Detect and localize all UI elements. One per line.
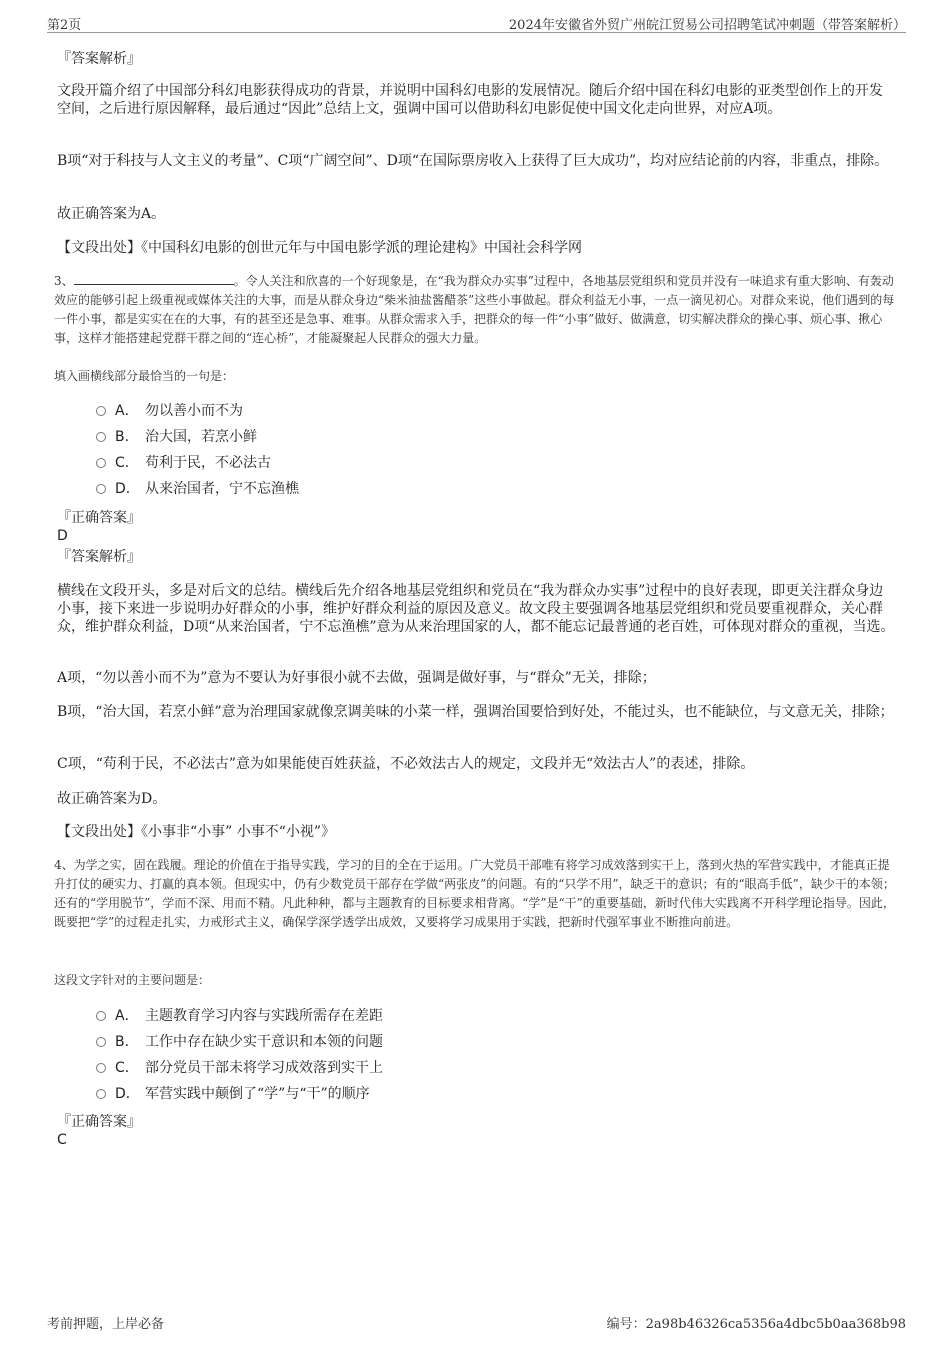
radio-icon[interactable] <box>96 1037 106 1047</box>
q3-analysis-option-c: C项，“苟利于民，不必法古”意为如果能使百姓获益，不必效法古人的规定，文段并无“效法古人”的表述，排除。 <box>57 756 755 772</box>
radio-icon[interactable] <box>96 1011 106 1021</box>
radio-icon[interactable] <box>96 458 106 468</box>
document-title: 2024年安徽省外贸广州皖江贸易公司招聘笔试冲刺题（带答案解析） <box>508 18 906 33</box>
q3-number: 3、 <box>54 274 74 288</box>
q3-option-d[interactable]: D． 从来治国者，宁不忘渔樵 <box>96 480 299 498</box>
radio-icon[interactable] <box>96 484 106 494</box>
q3-correct-label: 『正确答案』 <box>57 510 141 526</box>
q4-option-c[interactable]: C． 部分党员干部未将学习成效落到实干上 <box>96 1059 383 1077</box>
page-number: 第2页 <box>47 18 82 33</box>
q3-question: 填入画横线部分最恰当的一句是： <box>54 369 235 383</box>
page-header <box>47 12 906 33</box>
q4-question: 这段文字针对的主要问题是： <box>54 973 211 987</box>
q3-option-a[interactable]: A． 勿以善小而不为 <box>96 402 243 420</box>
q2-analysis-label: 『答案解析』 <box>57 51 141 67</box>
q4-option-d[interactable]: D． 军营实践中颠倒了“学”与“干”的顺序 <box>96 1085 370 1103</box>
q3-analysis-para1: 横线在文段开头，多是对后文的总结。横线后先介绍各地基层党组织和党员在“我为群众办实事”过程中的良好表现，即更关注群众身边小事，接下来进一步说明办好群众的小事，维护好群众利益的原因及意义。故文段主要强调各地基层党组织和党员要重视群众，关心群众，维护群众利益，D项“从来治国者，宁不忘渔樵”意为从来治理国家的人，都不能忘记最普通的老百姓，可体现对群众的重视，当选。 <box>57 583 895 635</box>
q3-source: 【文段出处】《小事非“小事” 小事不“小视”》 <box>57 824 336 840</box>
q2-analysis-para2: B项“对于科技与人文主义的考量”、C项“广阔空间”、D项“在国际票房收入上获得了巨大成功”，均对应结论前的内容，非重点，排除。 <box>57 153 889 169</box>
q4-option-a[interactable]: A． 主题教育学习内容与实践所需存在差距 <box>96 1007 383 1025</box>
q3-stem-text: 。令人关注和欣喜的一个好现象是，在“我为群众办实事”过程中，各地基层党组织和党员并没有一味追求有重大影响、有轰动效应的能够引起上级重视或媒体关注的大事，而是从群众身边“柴米油盐酱醋茶”这些小事做起。群众利益无小事，一点一滴见初心。对群众来说，他们遇到的每一件小事，都是实实在在的大事，有的甚至还是急事、难事。从群众需求入手，把群众的每一件“小事”做好、做满意，切实解决群众的操心事、烦心事、揪心事，这样才能搭建起党群干群之间的“连心桥”，才能凝聚起人民群众的强大力量。 <box>54 274 895 345</box>
radio-icon[interactable] <box>96 1089 106 1099</box>
q2-analysis-para1: 文段开篇介绍了中国部分科幻电影获得成功的背景，并说明中国科幻电影的发展情况。随后介绍中国在科幻电影的亚类型创作上的开发空间，之后进行原因解释，最后通过“因此”总结上文，强调中国可以借助科幻电影促使中国文化走向世界，对应A项。 <box>57 83 883 117</box>
q2-conclusion: 故正确答案为A。 <box>57 206 166 222</box>
radio-icon[interactable] <box>96 1063 106 1073</box>
q4-correct-answer: C <box>57 1132 67 1148</box>
q4-correct-label: 『正确答案』 <box>57 1114 141 1130</box>
q3-fill-blank <box>74 272 234 285</box>
footer-slogan: 考前押题，上岸必备 <box>47 1317 165 1332</box>
q3-analysis-option-a: A项，“勿以善小而不为”意为不要认为好事很小就不去做，强调是做好事，与“群众”无关，排除； <box>57 670 656 686</box>
q3-analysis-label: 『答案解析』 <box>57 549 141 565</box>
q3-option-b[interactable]: B． 治大国，若烹小鲜 <box>96 428 257 446</box>
q3-analysis-option-b: B项，“治大国，若烹小鲜”意为治理国家就像烹调美味的小菜一样，强调治国要恰到好处，不能过头，也不能缺位，与文意无关，排除； <box>57 704 894 720</box>
radio-icon[interactable] <box>96 406 106 416</box>
q3-option-c[interactable]: C． 苟利于民，不必法古 <box>96 454 271 472</box>
q2-source: 【文段出处】《中国科幻电影的创世元年与中国电影学派的理论建构》中国社会科学网 <box>57 240 582 256</box>
footer-doc-id: 编号：2a98b46326ca5356a4dbc5b0aa368b98 <box>606 1317 906 1332</box>
radio-icon[interactable] <box>96 432 106 442</box>
q3-correct-answer: D <box>57 528 68 544</box>
q4-option-b[interactable]: B． 工作中存在缺少实干意识和本领的问题 <box>96 1033 383 1051</box>
q4-stem: 4、为学之实，固在践履。理论的价值在于指导实践，学习的目的全在于运用。广大党员干部唯有将学习成效落到实干上，落到火热的军营实践中，才能真正提升打仗的硬实力、打赢的真本领。但现实中，仍有少数党员干部存在学做“两张皮”的问题。有的“只学不用”，缺乏干的意识；有的“眼高手低”，缺少干的本领；还有的“学用脱节”，学而不深、用而不精。凡此种种，都与主题教育的目标要求相背离。“学”是“干”的重要基础，新时代伟大实践离不开科学理论指导。因此，既要把“学”的过程走扎实，力戒形式主义，确保学深学透学出成效，又要将学习成果用于实践，把新时代强军事业不断推向前进。 <box>54 858 895 929</box>
q3-stem <box>54 272 898 348</box>
q3-conclusion: 故正确答案为D。 <box>57 791 167 807</box>
